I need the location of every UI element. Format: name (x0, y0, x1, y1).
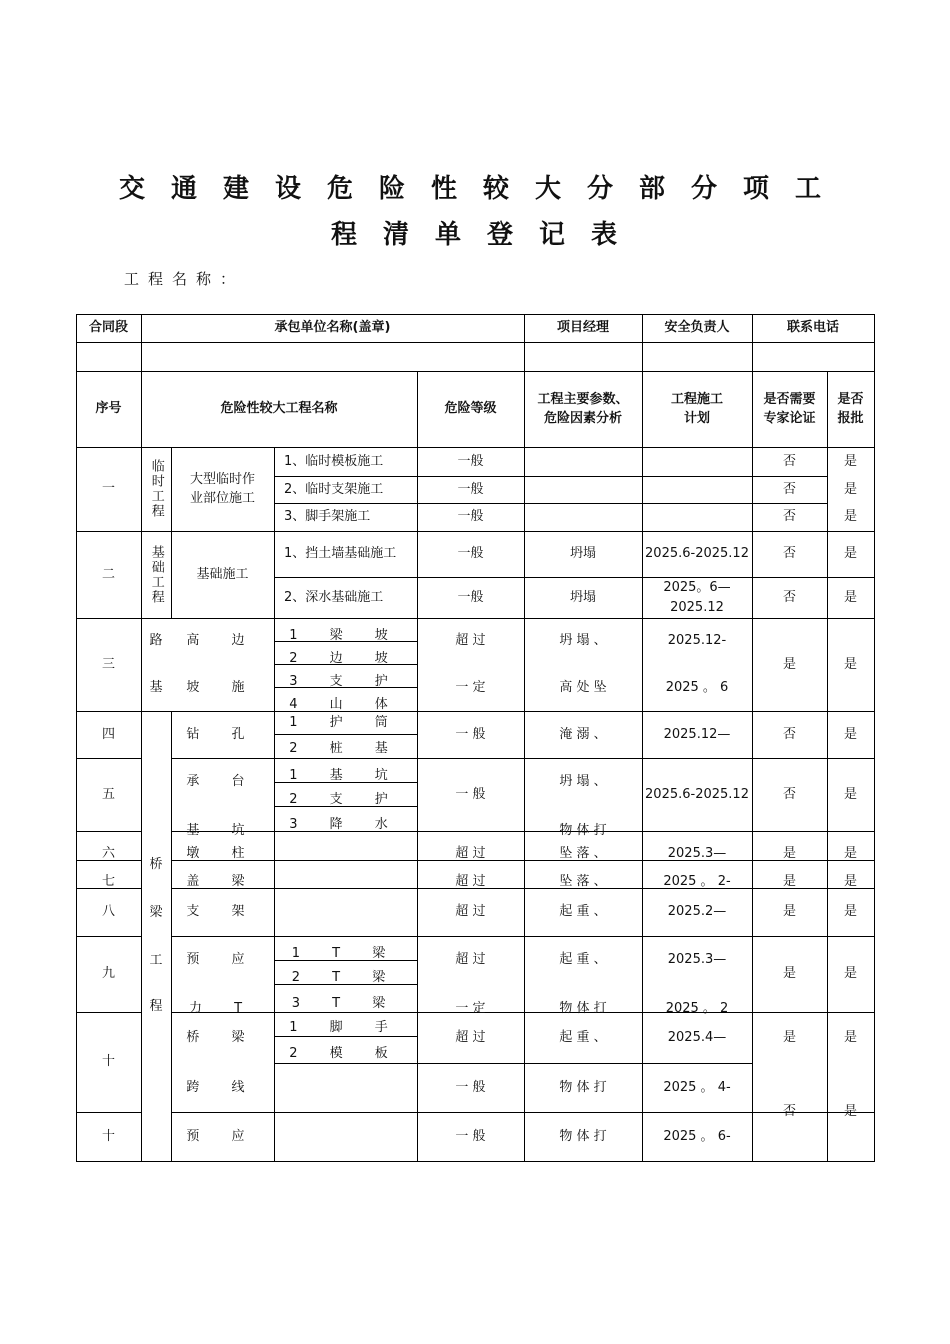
report-cell: 是 (843, 726, 857, 742)
params-cell: 物 体 打 (559, 1128, 607, 1144)
report-cell: 是 (843, 904, 857, 920)
table-rule (76, 342, 875, 343)
params-cell: 坍 塌 、 (559, 633, 607, 649)
level-cell: 超 过 (455, 633, 486, 649)
seq-cell: 三 (101, 656, 115, 672)
report-cell: 是 (843, 845, 857, 861)
expert-cell: 否 (782, 453, 796, 469)
plan-header: 工程施工 计划 (670, 391, 723, 426)
seq-cell: 八 (101, 904, 115, 920)
name-header: 危险性较大工程名称 (220, 401, 338, 417)
plan-cell: 2025.3— (667, 845, 727, 861)
expert-cell: 否 (782, 481, 796, 497)
report-cell: 是 (843, 1104, 857, 1120)
params-cell: 起 重 、 (559, 1029, 607, 1045)
table-rule (76, 831, 142, 832)
level-cell: 超 过 (455, 1029, 486, 1045)
report-cell: 是 (843, 546, 857, 562)
seq-cell: 十 (101, 1054, 115, 1070)
level-cell: 一般 (457, 589, 484, 605)
item-cell: 2、临时支架施工 (284, 481, 384, 497)
expert-cell: 是 (782, 966, 796, 982)
subcategory-cell: 基础施工 (196, 566, 249, 582)
params-header: 工程主要参数、 危险因素分析 (537, 391, 629, 426)
level-cell: 超 过 (455, 952, 486, 968)
plan-cell: 2025.6-2025.12 (645, 546, 749, 562)
seq-cell: 九 (101, 966, 115, 982)
bridge-subitem-cell: 3 T 梁 (291, 996, 400, 1012)
level-cell: 一般 (457, 453, 484, 469)
subcategory-cell: 坡 施 (186, 679, 259, 695)
report-cell: 是 (843, 453, 857, 469)
phone-header: 联系电话 (786, 320, 839, 336)
item-cell: 2、深水基础施工 (284, 589, 384, 605)
params-cell: 物 体 打 (559, 1001, 607, 1017)
level-header: 危险等级 (444, 401, 497, 417)
bridge-subitem-cell: 2 模 板 (289, 1046, 402, 1062)
plan-cell: 2025.3— (667, 952, 727, 968)
expert-cell: 是 (782, 845, 796, 861)
bridge-name-cell: 钻 孔 (186, 726, 259, 742)
bridge-name-cell: 跨 线 (186, 1079, 259, 1095)
bridge-name-cell: 盖 梁 (186, 874, 259, 890)
expert-cell: 否 (782, 726, 796, 742)
report-cell: 是 (843, 509, 857, 525)
category-cell: 路 (149, 633, 163, 649)
params-cell: 坠 落 、 (559, 845, 607, 861)
bridge-subitem-cell: 1 基 坑 (289, 768, 402, 784)
report-cell: 是 (843, 1029, 857, 1045)
bridge-subitem-cell: 2 桩 基 (289, 741, 402, 757)
road-subitem-cell: 1 梁 坡 (289, 627, 402, 643)
seq-cell: 七 (101, 874, 115, 890)
bridge-name-cell: 预 应 (186, 1128, 259, 1144)
level-cell: 一 定 (455, 679, 486, 695)
item-cell: 3、脚手架施工 (284, 509, 371, 525)
params-cell: 起 重 、 (559, 904, 607, 920)
level-cell: 超 过 (455, 874, 486, 890)
plan-cell: 2025.6-2025.12 (645, 786, 749, 802)
road-subitem-cell: 2 边 坡 (289, 650, 402, 666)
plan-cell: 2025。6— 2025.12 (663, 580, 731, 615)
expert-cell: 否 (782, 786, 796, 802)
subcategory-cell: 大型临时作 业部位施工 (189, 471, 255, 506)
level-cell: 一 定 (455, 1001, 486, 1017)
road-subitem-cell: 3 支 护 (289, 673, 402, 689)
document-title-line2: 程清单登记表 (330, 220, 643, 250)
bridge-name-cell: 墩 柱 (186, 845, 259, 861)
plan-cell: 2025.12- (667, 633, 727, 649)
seq-cell: 十 (101, 1128, 115, 1144)
seq-cell: 一 (101, 481, 115, 497)
expert-cell: 否 (782, 1104, 796, 1120)
level-cell: 一般 (457, 546, 484, 562)
category-cell: 程 (149, 999, 163, 1015)
level-cell: 一 般 (455, 1079, 486, 1095)
bridge-name-cell: 预 应 (186, 952, 259, 968)
road-subitem-cell: 4 山 体 (289, 697, 402, 713)
item-cell: 1、临时模板施工 (284, 453, 384, 469)
params-cell: 物 体 打 (559, 823, 607, 839)
level-cell: 一般 (457, 509, 484, 525)
bridge-name-cell: 支 架 (186, 904, 259, 920)
plan-cell: 2025.4— (667, 1029, 727, 1045)
plan-cell: 2025 。 2- (663, 874, 731, 890)
plan-cell: 2025 。 6- (663, 1128, 731, 1144)
category-cell: 工 (149, 953, 163, 969)
project-manager-header: 项目经理 (556, 320, 609, 336)
params-cell: 坍 塌 、 (559, 774, 607, 790)
report-header: 是否 报批 (837, 391, 864, 426)
project-name-label: 工程名称： (124, 270, 245, 288)
bridge-subitem-cell: 1 脚 手 (289, 1020, 402, 1036)
level-cell: 超 过 (455, 845, 486, 861)
level-cell: 超 过 (455, 904, 486, 920)
category-cell: 临时工程 (148, 459, 164, 519)
level-cell: 一 般 (455, 726, 486, 742)
report-cell: 是 (843, 786, 857, 802)
expert-cell: 是 (782, 874, 796, 890)
plan-cell: 2025 。 6 (665, 679, 729, 695)
bridge-name-cell: 桥 梁 (186, 1029, 259, 1045)
bridge-name-cell: 力 T (188, 1001, 257, 1017)
params-cell: 坍塌 (569, 546, 596, 562)
document-title-line1: 交通建设危险性较大分部分项工 (118, 174, 847, 204)
report-cell: 是 (843, 656, 857, 672)
expert-header: 是否需要 专家论证 (763, 391, 816, 426)
plan-cell: 2025.2— (667, 904, 727, 920)
table-rule (874, 314, 875, 1162)
expert-cell: 是 (782, 656, 796, 672)
plan-cell: 2025.12— (663, 726, 731, 742)
seq-cell: 二 (101, 566, 115, 582)
safety-officer-header: 安全负责人 (664, 320, 730, 336)
expert-cell: 是 (782, 1029, 796, 1045)
subcategory-cell: 高 边 (186, 633, 259, 649)
expert-cell: 否 (782, 589, 796, 605)
params-cell: 物 体 打 (559, 1079, 607, 1095)
bridge-subitem-cell: 1 护 筒 (289, 714, 402, 730)
level-cell: 一般 (457, 481, 484, 497)
params-cell: 高 处 坠 (559, 679, 607, 695)
report-cell: 是 (843, 481, 857, 497)
report-cell: 是 (843, 589, 857, 605)
seq-header: 序号 (95, 401, 122, 417)
expert-cell: 是 (782, 904, 796, 920)
params-cell: 坍塌 (569, 589, 596, 605)
bridge-subitem-cell: 2 T 梁 (291, 970, 400, 986)
seq-cell: 五 (101, 786, 115, 802)
seq-cell: 四 (101, 726, 115, 742)
category-cell: 桥 (149, 857, 163, 873)
item-cell: 1、挡土墙基础施工 (284, 546, 397, 562)
level-cell: 一 般 (455, 1128, 486, 1144)
bridge-name-cell: 承 台 (186, 774, 259, 790)
seq-cell: 六 (101, 845, 115, 861)
category-cell: 梁 (149, 905, 163, 921)
category-cell: 基 (149, 679, 163, 695)
category-cell: 基础工程 (148, 544, 164, 605)
params-cell: 起 重 、 (559, 952, 607, 968)
report-cell: 是 (843, 874, 857, 890)
plan-cell: 2025 。 4- (663, 1079, 731, 1095)
expert-cell: 否 (782, 509, 796, 525)
bridge-subitem-cell: 3 降 水 (289, 817, 402, 833)
contract-section-header: 合同段 (88, 320, 128, 336)
bridge-subitem-cell: 2 支 护 (289, 792, 402, 808)
level-cell: 一 般 (455, 786, 486, 802)
params-cell: 坠 落 、 (559, 874, 607, 890)
table-rule (76, 1161, 875, 1162)
report-cell: 是 (843, 966, 857, 982)
params-cell: 淹 溺 、 (559, 726, 607, 742)
plan-cell: 2025 。 2 (665, 1001, 729, 1017)
contractor-header: 承包单位名称(盖章) (274, 320, 391, 336)
bridge-subitem-cell: 1 T 梁 (291, 946, 400, 962)
expert-cell: 否 (782, 546, 796, 562)
bridge-name-cell: 基 坑 (186, 823, 259, 839)
